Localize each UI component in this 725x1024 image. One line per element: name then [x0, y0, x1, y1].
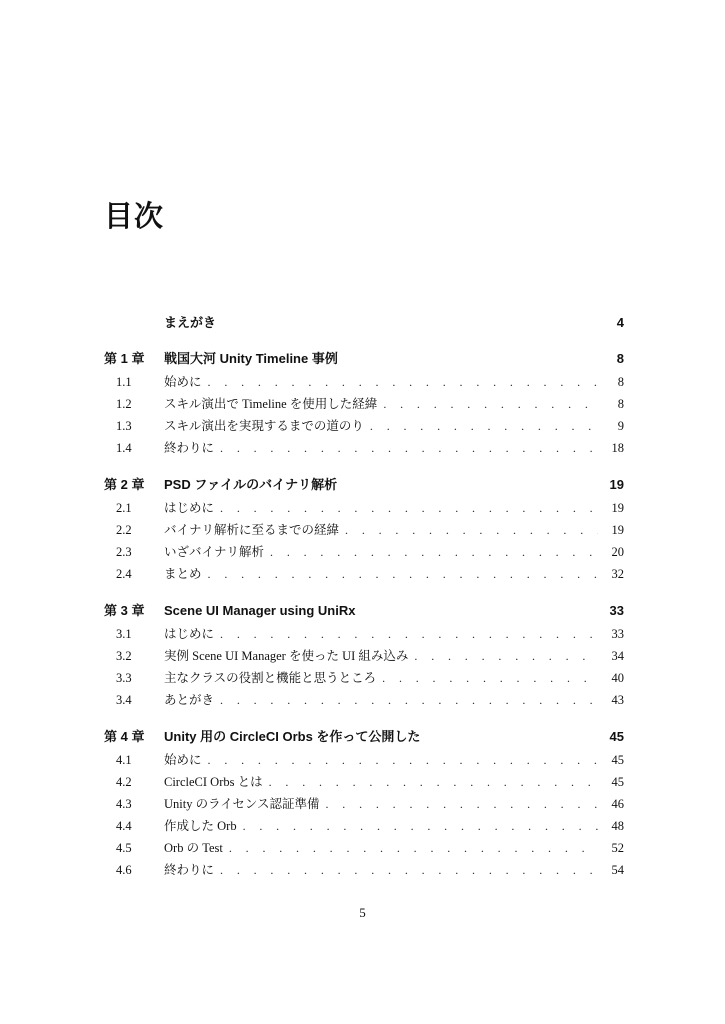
leader-dots — [220, 693, 598, 708]
section-number: 4.3 — [116, 797, 132, 811]
chapter-title: 戦国大河 Unity Timeline 事例 — [164, 351, 338, 366]
toc-section-entry[interactable] — [104, 750, 624, 772]
toc-section-entry[interactable] — [104, 646, 624, 668]
leader-dots — [325, 797, 598, 812]
chapter-title: まえがき — [164, 315, 217, 330]
toc-title: 目次 — [104, 199, 165, 233]
section-title: CircleCI Orbs とは — [164, 775, 263, 789]
section-page-number: 32 — [611, 567, 624, 581]
leader-dots — [220, 627, 598, 642]
section-title: まとめ — [164, 567, 202, 581]
leader-dots — [243, 819, 598, 834]
section-page-number: 9 — [617, 419, 624, 433]
section-number: 3.4 — [116, 693, 132, 707]
section-page-number: 20 — [611, 545, 624, 559]
section-number: 1.2 — [116, 397, 132, 411]
chapter-number: 第 2 章 — [104, 477, 145, 492]
toc-section-entry[interactable] — [104, 624, 624, 646]
chapter-page-number: 33 — [609, 603, 624, 618]
section-title: はじめに — [164, 501, 215, 515]
toc-section-entry[interactable] — [104, 438, 624, 460]
section-number: 1.4 — [116, 441, 132, 455]
chapter-page-number: 19 — [609, 477, 624, 492]
section-page-number: 34 — [611, 649, 624, 663]
table-of-contents — [104, 312, 624, 882]
section-page-number: 40 — [611, 671, 624, 685]
leader-dots — [269, 775, 598, 790]
leader-dots — [208, 753, 598, 768]
leader-dots — [382, 671, 598, 686]
section-title: 始めに — [164, 753, 202, 767]
section-number: 4.4 — [116, 819, 132, 833]
section-title: 主なクラスの役割と機能と思うところ — [164, 671, 377, 685]
chapter-page-number: 4 — [616, 315, 624, 330]
leader-dots — [229, 841, 598, 856]
toc-chapter-entry[interactable] — [104, 474, 624, 496]
chapter-title: Scene UI Manager using UniRx — [164, 603, 356, 618]
section-title: いざバイナリ解析 — [164, 545, 265, 559]
section-number: 2.1 — [116, 501, 132, 515]
section-title: 実例 Scene UI Manager を使った UI 組み込み — [164, 649, 409, 663]
chapter-page-number: 8 — [616, 351, 624, 366]
section-title: 作成した Orb — [164, 819, 237, 833]
section-number: 4.1 — [116, 753, 132, 767]
section-page-number: 8 — [617, 397, 624, 411]
section-title: 終わりに — [164, 441, 215, 455]
section-number: 4.6 — [116, 863, 132, 877]
chapter-title: PSD ファイルのバイナリ解析 — [164, 477, 338, 492]
section-number: 2.3 — [116, 545, 132, 559]
section-page-number: 45 — [611, 753, 624, 767]
section-title: Unity のライセンス認証準備 — [164, 797, 320, 811]
toc-section-entry[interactable] — [104, 372, 624, 394]
toc-section-entry[interactable] — [104, 542, 624, 564]
section-title: 始めに — [164, 375, 202, 389]
section-title: スキル演出で Timeline を使用した経緯 — [164, 397, 378, 411]
section-page-number: 19 — [611, 523, 624, 537]
leader-dots — [345, 523, 598, 538]
toc-section-entry[interactable] — [104, 860, 624, 882]
section-title: バイナリ解析に至るまでの経緯 — [164, 523, 340, 537]
section-title: Orb の Test — [164, 841, 223, 855]
leader-dots — [220, 863, 598, 878]
toc-section-entry[interactable] — [104, 838, 624, 860]
section-title: あとがき — [164, 693, 215, 707]
toc-chapter-entry[interactable] — [104, 600, 624, 622]
section-number: 4.2 — [116, 775, 132, 789]
section-page-number: 46 — [611, 797, 624, 811]
leader-dots — [383, 397, 598, 412]
section-page-number: 33 — [611, 627, 624, 641]
toc-section-entry[interactable] — [104, 564, 624, 586]
toc-section-entry[interactable] — [104, 690, 624, 712]
toc-chapter-entry[interactable] — [104, 726, 624, 748]
toc-chapter-entry[interactable] — [104, 348, 624, 370]
leader-dots — [220, 441, 598, 456]
toc-section-entry[interactable] — [104, 772, 624, 794]
chapter-page-number: 45 — [609, 729, 624, 744]
section-page-number: 43 — [611, 693, 624, 707]
section-number: 3.2 — [116, 649, 132, 663]
section-number: 4.5 — [116, 841, 132, 855]
toc-section-entry[interactable] — [104, 520, 624, 542]
chapter-number: 第 4 章 — [104, 729, 145, 744]
leader-dots — [208, 567, 598, 582]
section-page-number: 48 — [611, 819, 624, 833]
leader-dots — [208, 375, 598, 390]
section-number: 3.3 — [116, 671, 132, 685]
leader-dots — [414, 649, 598, 664]
section-page-number: 18 — [611, 441, 624, 455]
section-page-number: 45 — [611, 775, 624, 789]
leader-dots — [220, 501, 598, 516]
leader-dots — [370, 419, 598, 434]
toc-section-entry[interactable] — [104, 816, 624, 838]
chapter-number: 第 1 章 — [104, 351, 145, 366]
toc-section-entry[interactable] — [104, 498, 624, 520]
section-page-number: 54 — [611, 863, 624, 877]
section-page-number: 19 — [611, 501, 624, 515]
section-number: 1.3 — [116, 419, 132, 433]
section-title: 終わりに — [164, 863, 215, 877]
section-number: 2.4 — [116, 567, 132, 581]
section-number: 2.2 — [116, 523, 132, 537]
chapter-number: 第 3 章 — [104, 603, 145, 618]
section-number: 1.1 — [116, 375, 132, 389]
chapter-title: Unity 用の CircleCI Orbs を作って公開した — [164, 729, 421, 744]
toc-section-entry[interactable] — [104, 416, 624, 438]
toc-section-entry[interactable] — [104, 794, 624, 816]
page-number: 5 — [359, 905, 366, 920]
section-page-number: 52 — [611, 841, 624, 855]
toc-chapter-entry[interactable] — [104, 312, 624, 334]
toc-section-entry[interactable] — [104, 668, 624, 690]
section-page-number: 8 — [617, 375, 624, 389]
section-title: スキル演出を実現するまでの道のり — [164, 419, 364, 433]
toc-section-entry[interactable] — [104, 394, 624, 416]
section-number: 3.1 — [116, 627, 132, 641]
section-title: はじめに — [164, 627, 215, 641]
leader-dots — [270, 545, 598, 560]
